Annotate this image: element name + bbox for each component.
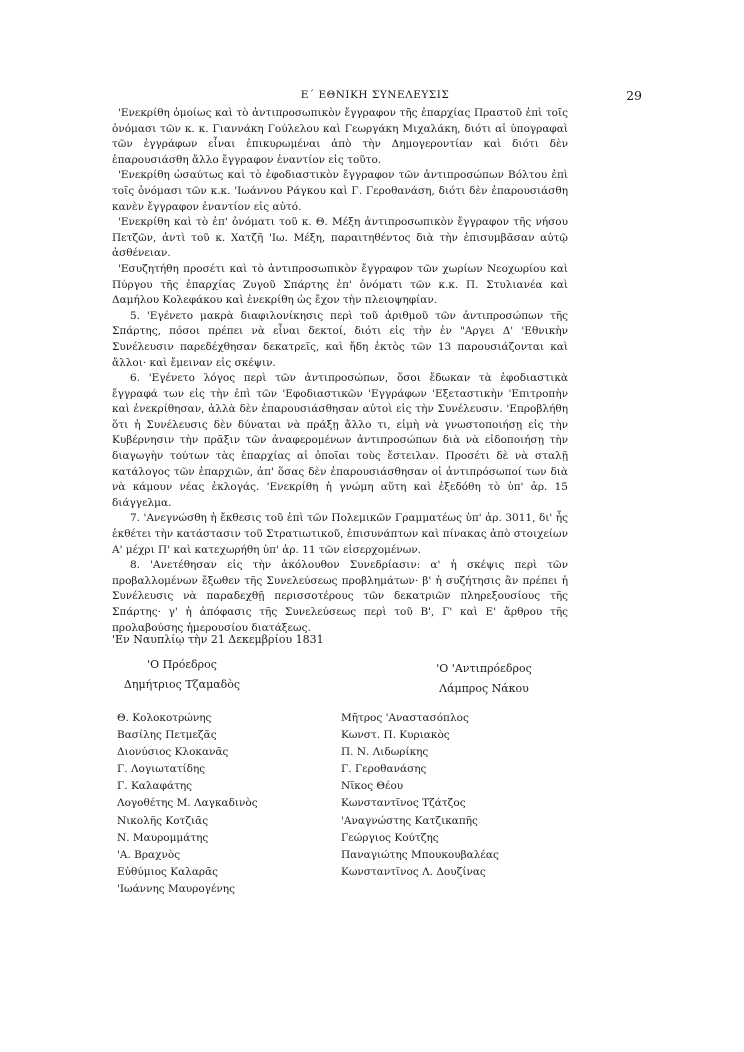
president-title: 'Ο Πρόεδρος — [147, 658, 217, 671]
signatory-name: Κωνσταντῖνος Λ. Δουζίνας — [341, 865, 486, 878]
signatory-name: Γ. Λογιωτατίδης — [117, 763, 206, 776]
signatory-name: Γ. Καλαφάτης — [117, 780, 193, 793]
signatory-name: Εὐθύμιος Καλαρᾶς — [117, 865, 219, 878]
paragraph-item-5: 5. 'Εγένετο μακρὰ διαφιλονίκησις περὶ τοῦ ἀριθμοῦ τῶν ἀντιπροσώπων τῆς Σπάρτης, πόσοι πρέπει νὰ εἶναι δεκτοί, διότι εἰς τὴν ἐν "Αργει Δ' 'Εθνικὴν Συνέλευσιν παρεδέχθησαν δεκατρεῖς, καὶ ἤδη ἐκτὸς τῶν 13 παρουσιάζονται καὶ ἄλλοι· καὶ ἔμειναν εἰς σκέψιν. — [112, 309, 568, 369]
paragraph-voltos: 'Ενεκρίθη ὡσαύτως καὶ τὸ ἐφοδιαστικὸν ἔγγραφον τῶν ἀντιπροσώπων Βόλτου ἐπὶ τοῖς ὀνόμασι τῶν κ.κ. 'Ιωάννου Ράγκου καὶ Γ. Γεροθανάση, διότι δὲν ἐπαρουσιάσθη κανὲν ἔγγραφον ἐναντίον εἰς αὐτό. — [112, 169, 568, 213]
body-text — [112, 106, 568, 636]
signatory-name: Νῖκος Θέου — [341, 780, 404, 793]
signatory-name: 'Ιωάννης Μαυρογένης — [117, 882, 235, 895]
signatory-name: Νικολῆς Κοτζιᾶς — [117, 814, 209, 827]
signatories-right-column — [341, 710, 499, 881]
signatory-name: Βασίλης Πετμεζᾶς — [117, 729, 217, 742]
vice-president-title: 'Ο 'Αντιπρόεδρος — [436, 662, 532, 675]
signatory-name: Ν. Μαυρομμάτης — [117, 831, 209, 844]
paragraph-petzes: 'Ενεκρίθη καὶ τὸ ἐπ' ὀνόματι τοῦ κ. Θ. Μέξη ἀντιπροσωπικὸν ἔγγραφον τῆς νήσου Πετζῶν, ἀντὶ τοῦ κ. Χατζῆ 'Ιω. Μέξη, παραιτηθέντος διὰ τὴν ἐπισυμβᾶσαν αὐτῷ ἀσθένειαν. — [112, 216, 568, 260]
date-line: 'Εν Ναυπλίῳ τὴν 21 Δεκεμβρίου 1831 — [112, 633, 324, 646]
signatory-name: Διονύσιος Κλοκανᾶς — [117, 746, 229, 759]
paragraph-item-8: 8. 'Ανετέθησαν εἰς τὴν ἀκόλουθον Συνεδρίασιν: α' ἡ σκέψις περὶ τῶν προβαλλομένων ἔξωθεν τῆς Συνελεύσεως προβλημάτων· β' ἡ συζήτησις ἂν πρέπει ἡ Συνέλευσις νὰ παραδεχθῇ περισσοτέρους τῶν δεκατριῶν πληρεξουσίους τῆς Σπάρτης· γ' ἡ ἀπόφασις τῆς Συνελεύσεως περὶ τοῦ Β', Γ' καὶ Ε' ἄρθρου τῆς προλαβούσης ἡμερουσίου διατάξεως. — [112, 559, 568, 634]
signatory-name: 'Αναγνώστης Κατζικαπῆς — [341, 814, 478, 827]
vice-president-name: Λάμπρος Νάκου — [439, 682, 529, 695]
signatory-name: Γεώργιος Κούτζης — [341, 831, 439, 844]
signatories-left-column — [117, 710, 258, 898]
signatory-name: Παναγιώτης Μπουκουβαλέας — [341, 848, 499, 861]
president-signature — [118, 655, 246, 695]
signatory-name: 'Α. Βραχνὸς — [117, 848, 181, 861]
signatory-name: Κωνσταντῖνος Τζάτζος — [341, 797, 466, 810]
president-name: Δημήτριος Τζαμαδὸς — [123, 678, 241, 691]
paragraph-item-7: 7. 'Ανεγνώσθη ἡ ἔκθεσις τοῦ ἐπὶ τῶν Πολεμικῶν Γραμματέως ὑπ' ἀρ. 3011, δι' ἧς ἐκθέτει τὴν κατάστασιν τοῦ Στρατιωτικοῦ, ἐπισυνάπτων καὶ πίνακας ἀπὸ στοιχείων Α' μέχρι Π' καὶ κατεχωρήθη ὑπ' ἀρ. 11 τῶν εἰσερχομένων. — [112, 512, 568, 556]
paragraph-prastos: 'Ενεκρίθη ὁμοίως καὶ τὸ ἀντιπροσωπικὸν ἔγγραφον τῆς ἐπαρχίας Πραστοῦ ἐπὶ τοῖς ὀνόμασι τῶν κ. κ. Γιαννάκη Γούλελου καὶ Γεωργάκη Μιχαλάκη, διότι αἱ ὑπογραφαὶ τῶν ἐγγράφων εἶναι ἐπικυρωμέναι ἀπὸ τὴν Δημογεροντίαν καὶ διότι δὲν ἐπαρουσιάσθη ἄλλο ἔγγραφον ἐναντίον εἰς τοῦτο. — [112, 107, 568, 166]
signatory-name: Γ. Γεροθανάσης — [341, 763, 427, 776]
page-number: 29 — [626, 88, 642, 103]
page-header — [110, 88, 640, 108]
signatory-name: Μῆτρος 'Αναστασόπλος — [341, 712, 469, 724]
paragraph-item-6: 6. 'Εγένετο λόγος περὶ τῶν ἀντιπροσώπων, ὅσοι ἔδωκαν τὰ ἐφοδιαστικὰ ἔγγραφά των εἰς τὴν ἐπὶ τῶν 'Εφοδιαστικῶν 'Εγγράφων 'Εξεταστικὴν 'Επιτροπὴν καὶ ἐνεκρίθησαν, ἀλλὰ δὲν ἐπαρουσιάσθησαν αὐτοὶ εἰς τὴν Συνέλευσιν. 'Επροβλήθη ὅτι ἡ Συνέλευσις δὲν δύναται νὰ πράξῃ ἄλλο τι, εἰμὴ νὰ γνωστοποιήσῃ εἰς τὴν Κυβέρνησιν τὴν πρᾶξιν τῶν ἀναφερομένων ἀντιπροσώπων διὰ νὰ εἰδοποιήσῃ τὴν διαγωγὴν τούτων τὰς ἐπαρχίας αἱ ὁποῖαι τοὺς ἔστειλαν. Προσέτι δὲ νὰ σταλῇ κατάλογος τῶν ἐπαρχιῶν, ἀπ' ὅσας δὲν ἐπαρουσιάσθησαν οἱ ἀντιπρόσωποί των διὰ νὰ κάμουν νέας ἐκλογάς. 'Ενεκρίθη ἡ γνώμη αὕτη καὶ ἐξεδόθη τὸ ὑπ' ἀρ. 15 διάγγελμα. — [112, 372, 568, 509]
vice-president-signature — [418, 659, 550, 699]
running-head: Ε΄ ΕΘΝΙΚΗ ΣΥΝΕΛΕΥΣΙΣ — [300, 89, 450, 101]
signatory-name: Λογοθέτης Μ. Λαγκαδινὸς — [117, 797, 258, 810]
paragraph-zygos: 'Εσυζητήθη προσέτι καὶ τὸ ἀντιπροσωπικὸν ἔγγραφον τῶν χωρίων Νεοχωρίου καὶ Πύργου τῆς ἐπαρχίας Ζυγοῦ Σπάρτης ἐπ' ὀνόματι τῶν κ.κ. Π. Στυλιανέα καὶ Δαμήλου Κολεφάκου καὶ ἐνεκρίθη ὡς ἔχον τὴν πλειοψηφίαν. — [112, 262, 568, 307]
signatory-name: Κωνστ. Π. Κυριακὸς — [341, 729, 450, 742]
signatory-name: Θ. Κολοκοτρώνης — [117, 712, 212, 724]
signatory-name: Π. Ν. Λιδωρίκης — [341, 746, 429, 759]
